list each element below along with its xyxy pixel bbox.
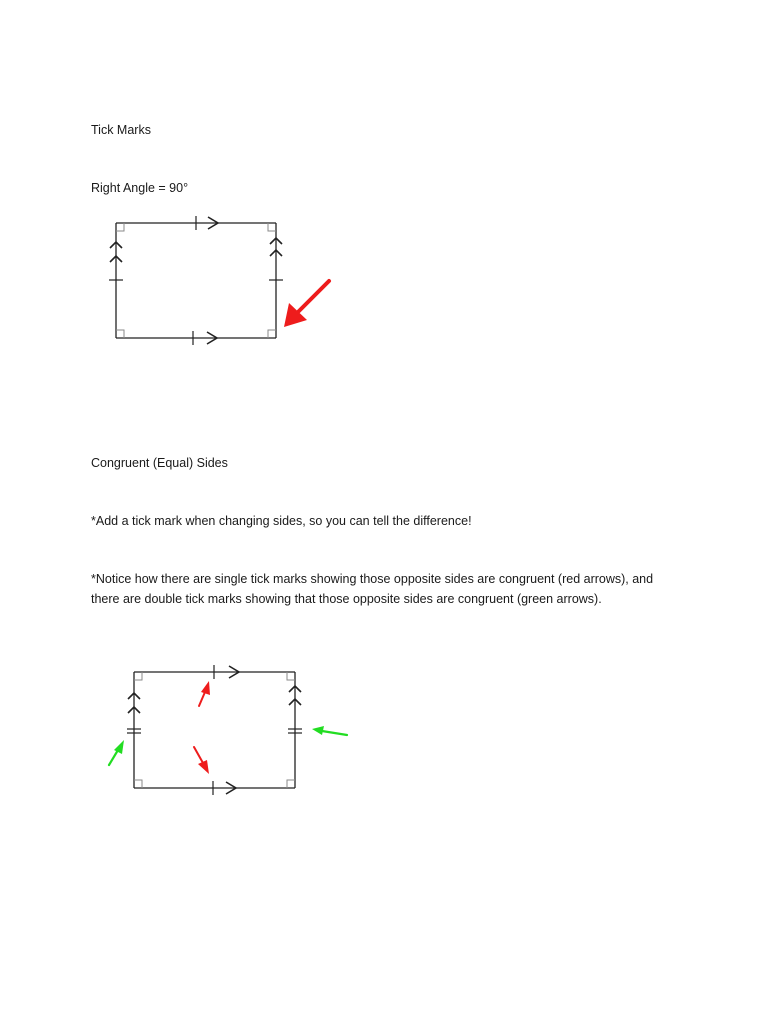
right-angle-label: Right Angle = 90° [91,181,189,195]
congruent-heading: Congruent (Equal) Sides [91,456,228,470]
red-arrow-top [199,681,210,706]
right-angle-boxes-2 [134,672,295,788]
rectangle-2 [134,672,295,788]
green-arrow-right [312,726,347,735]
notice-line-1: *Notice how there are single tick marks showing those opposite sides are congruent (red arrows), and [91,572,654,586]
green-arrow-left [109,740,124,765]
tick-mark-note: *Add a tick mark when changing sides, so you can tell the difference! [91,514,472,528]
tick-marks-2 [127,665,302,795]
notice-line-2: there are double tick marks showing that those opposite sides are congruent (green arrows). [91,592,602,606]
tick-marks-heading: Tick Marks [91,123,151,137]
red-arrow-bottom [194,747,209,774]
